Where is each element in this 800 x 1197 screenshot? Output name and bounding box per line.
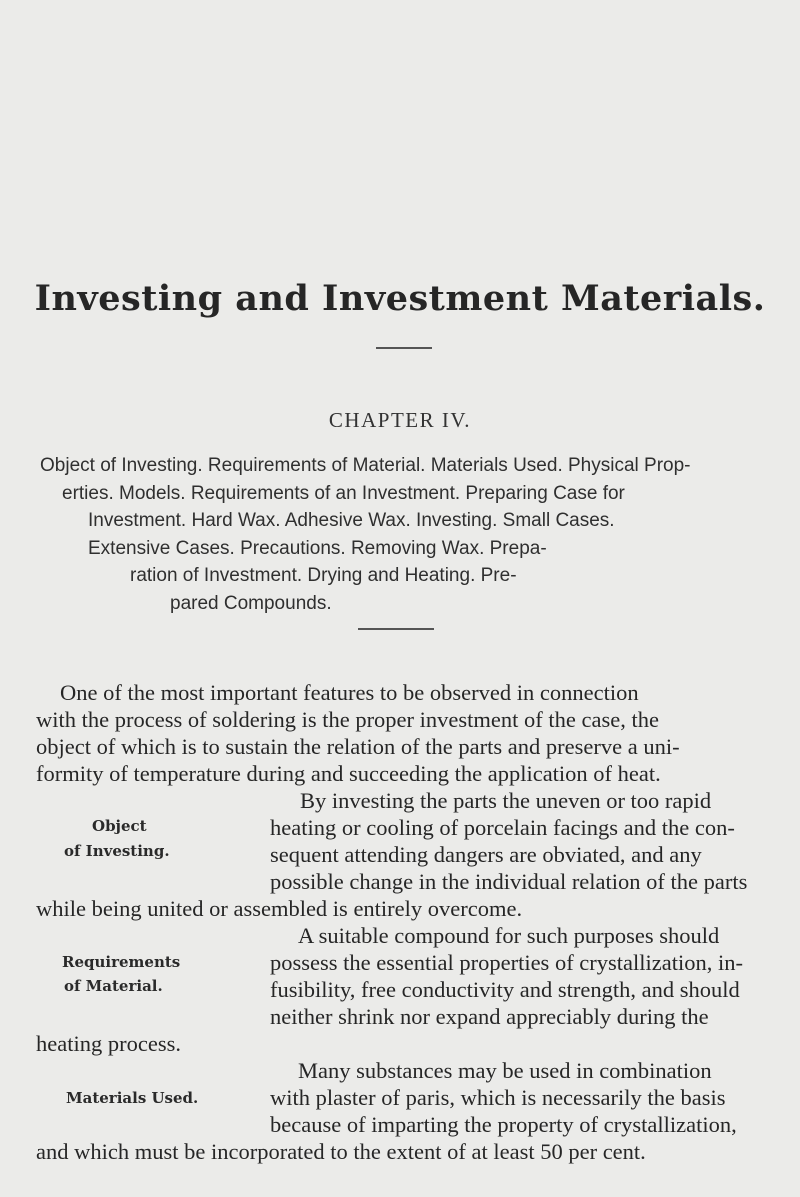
page-title: Investing and Investment Materials. <box>34 278 766 319</box>
body-line: A suitable compound for such purposes should <box>298 923 720 948</box>
body-line: and which must be incorporated to the extent of at least 50 per cent. <box>36 1139 646 1164</box>
sidenote-object: of Investing. <box>64 842 170 860</box>
body-line: with plaster of paris, which is necessarily the basis <box>270 1085 726 1110</box>
summary-line: pared Compounds. <box>170 592 332 614</box>
body-line: possess the essential properties of crystallization, in- <box>270 950 744 975</box>
sidenote-requirements: Requirements <box>62 953 181 971</box>
body-line: while being united or assembled is entirely overcome. <box>36 896 523 921</box>
summary-line: erties. Models. Requirements of an Investment. Preparing Case for <box>62 482 625 504</box>
body-line: sequent attending dangers are obviated, and any <box>270 842 702 867</box>
body-line: heating process. <box>36 1031 181 1056</box>
title-divider <box>376 347 432 349</box>
body-line: Many substances may be used in combination <box>298 1058 712 1083</box>
sidenote-requirements: of Material. <box>64 977 163 995</box>
body-line: One of the most important features to be observed in connection <box>60 680 639 705</box>
body-line: because of imparting the property of crystallization, <box>270 1112 737 1137</box>
summary-line: Object of Investing. Requirements of Material. Materials Used. Physical Prop- <box>40 455 691 476</box>
body-line: with the process of soldering is the proper investment of the case, the <box>36 707 659 732</box>
chapter-heading: CHAPTER IV. <box>328 408 472 432</box>
body-line: possible change in the individual relation of the parts <box>270 869 748 894</box>
sidenote-object: Object <box>92 817 147 835</box>
body-line: object of which is to sustain the relation of the parts and preserve a uni- <box>36 734 680 759</box>
body-line: formity of temperature during and succeeding the application of heat. <box>36 761 661 786</box>
summary-line: Investment. Hard Wax. Adhesive Wax. Investing. Small Cases. <box>88 510 615 531</box>
body-line: neither shrink nor expand appreciably during the <box>270 1004 709 1029</box>
chapter-summary <box>40 452 765 617</box>
summary-line: ration of Investment. Drying and Heating. Pre- <box>130 565 517 586</box>
sidenote-materials: Materials Used. <box>66 1089 199 1107</box>
body-line: fusibility, free conductivity and strength, and should <box>270 977 740 1002</box>
summary-line: Extensive Cases. Precautions. Removing Wax. Prepa- <box>88 537 547 559</box>
body-line: By investing the parts the uneven or too rapid <box>300 788 712 813</box>
summary-divider <box>358 628 434 630</box>
body-line: heating or cooling of porcelain facings and the con- <box>270 815 735 840</box>
